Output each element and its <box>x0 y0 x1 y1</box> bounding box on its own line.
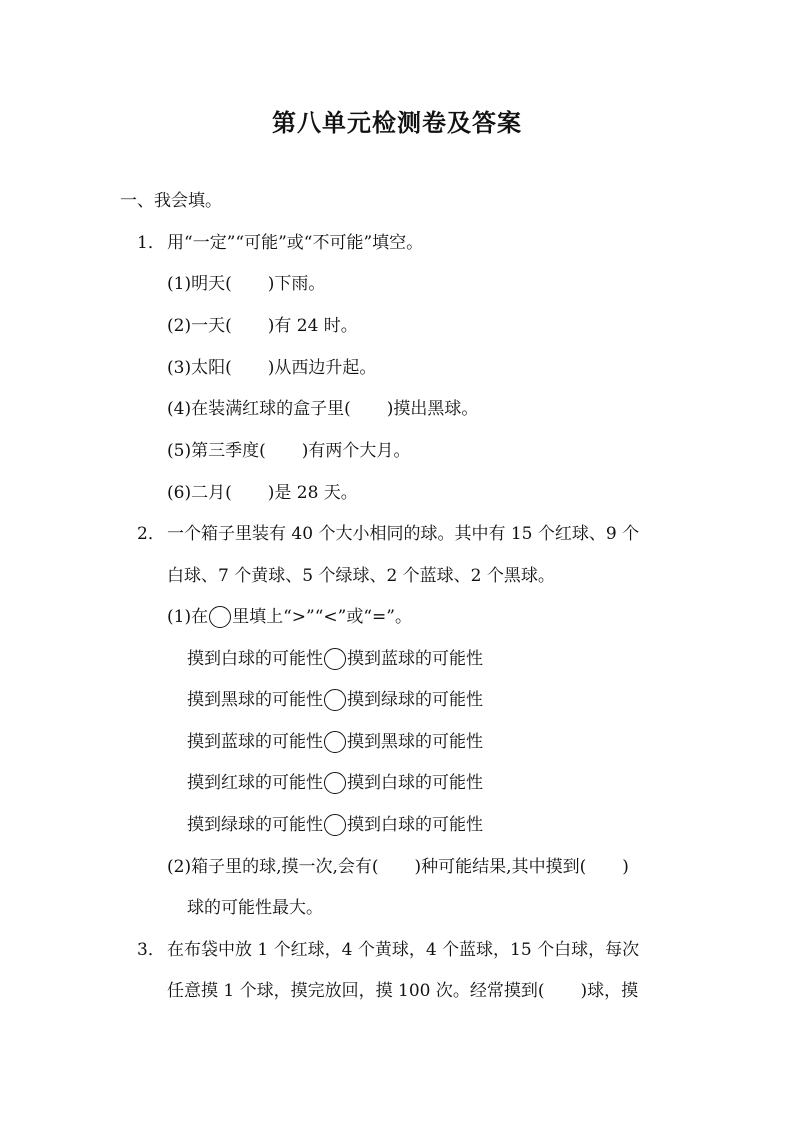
answer-circle[interactable] <box>324 689 346 711</box>
question-number: 1． <box>137 233 165 253</box>
answer-circle[interactable] <box>324 731 346 753</box>
q1-item-6: (6)二月( )是 28 天。 <box>167 483 358 503</box>
q1-item-3: (3)太阳( )从西边升起。 <box>167 358 377 378</box>
q1-item-5: (5)第三季度( )有两个大月。 <box>167 441 411 461</box>
question-2-stem: 2． 一个箱子里装有 40 个大小相同的球。其中有 15 个红球、9 个 <box>137 524 640 544</box>
answer-circle[interactable] <box>324 648 346 670</box>
q1-item-2: (2)一天( )有 24 时。 <box>167 316 358 336</box>
q2-sub-2-cont: 球的可能性最大。 <box>187 898 323 918</box>
page-title: 第八单元检测卷及答案 <box>272 109 522 137</box>
answer-circle[interactable] <box>324 772 346 794</box>
question-number: 2． <box>137 524 165 544</box>
q1-item-1: (1)明天( )下雨。 <box>167 274 326 294</box>
answer-circle[interactable] <box>209 606 231 628</box>
question-3-stem-cont: 任意摸 1 个球，摸完放回，摸 100 次。经常摸到( )球，摸 <box>167 981 639 1001</box>
q1-item-4: (4)在装满红球的盒子里( )摸出黑球。 <box>167 399 479 419</box>
question-1-stem: 1． 用“一定”“可能”或“不可能”填空。 <box>137 233 424 253</box>
compare-row: 摸到蓝球的可能性 摸到黑球的可能性 <box>187 732 483 752</box>
compare-row: 摸到绿球的可能性 摸到白球的可能性 <box>187 815 483 835</box>
question-3-stem: 3． 在布袋中放 1 个红球，4 个黄球，4 个蓝球，15 个白球，每次 <box>137 940 640 960</box>
q2-sub-1: (1)在 里填上“>”“<”或“=”。 <box>167 607 412 627</box>
compare-row: 摸到红球的可能性 摸到白球的可能性 <box>187 773 483 793</box>
compare-row: 摸到黑球的可能性 摸到绿球的可能性 <box>187 690 483 710</box>
answer-circle[interactable] <box>324 814 346 836</box>
section-heading: 一、我会填。 <box>120 191 222 211</box>
q2-sub-2: (2)箱子里的球,摸一次,会有( )种可能结果,其中摸到( ) <box>167 857 629 877</box>
question-number: 3． <box>137 940 165 960</box>
compare-row: 摸到白球的可能性 摸到蓝球的可能性 <box>187 649 483 669</box>
question-2-stem-cont: 白球、7 个黄球、5 个绿球、2 个蓝球、2 个黑球。 <box>167 566 555 586</box>
